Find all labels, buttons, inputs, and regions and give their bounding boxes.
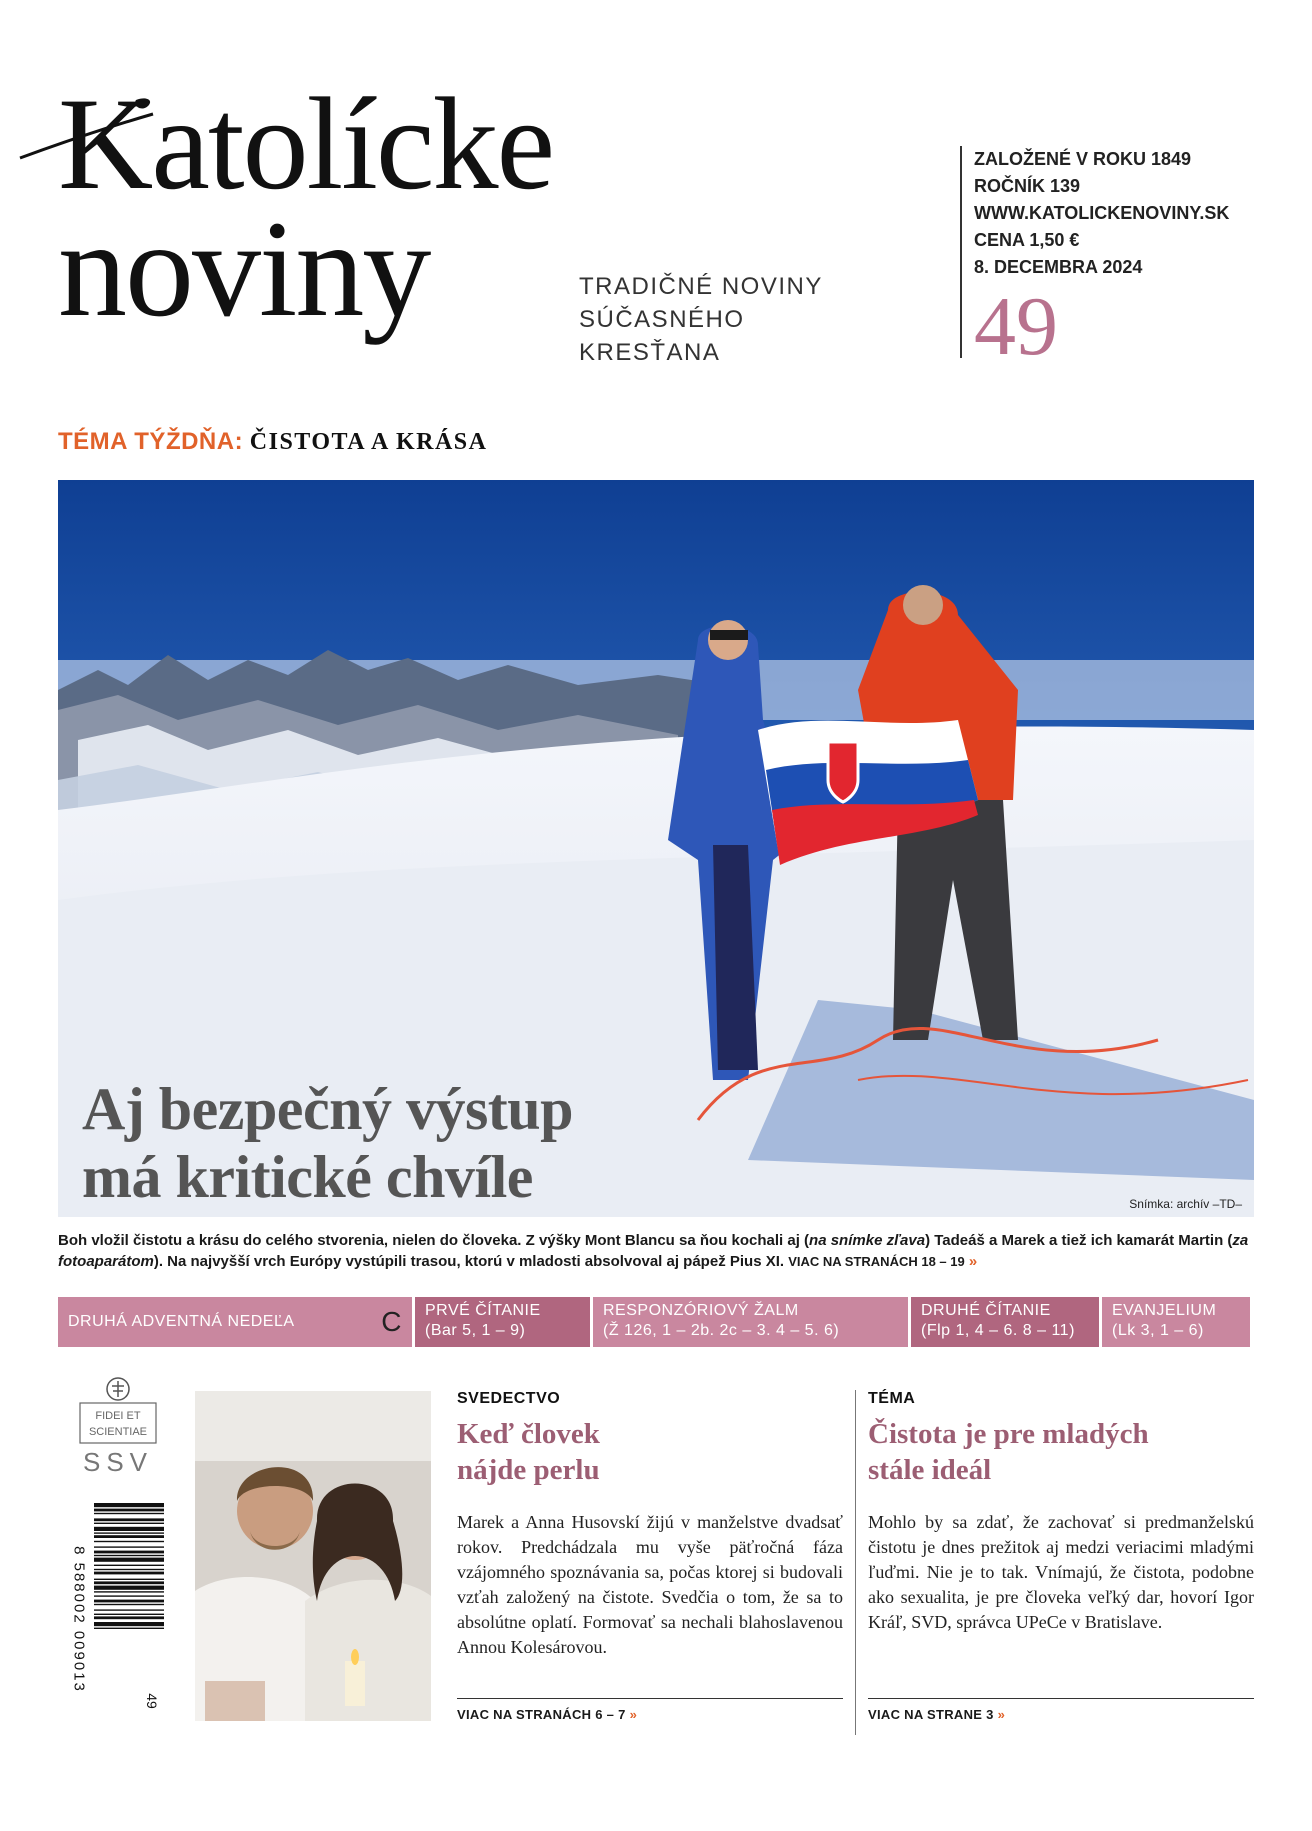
website-link[interactable]: WWW.KATOLICKENOVINY.SK (974, 203, 1230, 223)
couple-photo (195, 1391, 431, 1721)
article-title-line2: nájde perlu (457, 1454, 600, 1486)
psalm-ref: (Ž 126, 1 – 2b. 2c – 3. 4 – 5. 6) (603, 1322, 840, 1339)
liturgy-sunday-label: DRUHÁ ADVENTNÁ NEDEĽA (68, 1313, 295, 1330)
article-testimony[interactable] (457, 1390, 843, 1722)
liturgy-gospel (1102, 1297, 1250, 1347)
tagline-line3: KRESŤANA (579, 339, 721, 366)
barcode-bar (94, 1614, 164, 1615)
barcode-bar (94, 1509, 164, 1512)
gospel-ref: (Lk 3, 1 – 6) (1112, 1322, 1204, 1339)
article-body: Mohlo by sa zdať, že zachovať si predmanželskú čistotu je dnes prežitok aj medzi veriacimi mladými ľuďmi. Nie je to tak. Vnímajú, že čistota, podobne ako sexualita, je pre človeka veľký dar, hovorí Igor Kráľ, SVD, správca UPeCe v Bratislave. (868, 1512, 1254, 1632)
cover-headline (82, 1075, 573, 1211)
cover-caption (58, 1230, 1254, 1272)
barcode-bar (94, 1622, 164, 1626)
article-more-link[interactable] (457, 1698, 843, 1722)
article-title-line1: Čistota je pre mladých (868, 1418, 1149, 1450)
volume-number: ROČNÍK 139 (974, 176, 1081, 196)
article-title-line2: stále ideál (868, 1454, 992, 1486)
caption-italic1: na snímke zľava (809, 1232, 926, 1249)
issue-number: 49 (974, 280, 1058, 373)
article-theme[interactable] (868, 1390, 1254, 1722)
caption-part2: ) Tadeáš a Marek a tiež ich kamarát Martin ( (925, 1232, 1233, 1249)
barcode-bar (94, 1546, 164, 1547)
barcode-bar (94, 1513, 164, 1514)
chevron-right-icon: » (968, 1253, 978, 1270)
founded-year: ZALOŽENÉ V ROKU 1849 (974, 149, 1192, 169)
chevron-right-icon: » (997, 1707, 1006, 1722)
theme-of-week (58, 428, 487, 456)
barcode-bar (94, 1541, 164, 1542)
barcode-bar (94, 1565, 164, 1566)
article-more-text: VIAC NA STRANE 3 (868, 1707, 994, 1722)
article-body: Marek a Anna Husovskí žijú v manželstve dvadsať rokov. Predchádzala mu vyše päťročná fáza vzájomného spoznávania sa, počas ktorej si budovali vzťah založený na čistote. Svedčia o tom, že sa to absolútne oplatí. Formovať sa nechali blahoslavenou Annou Kolesárovou. (457, 1512, 843, 1657)
liturgy-cycle: C (381, 1306, 402, 1337)
issue-info-box (960, 146, 1230, 373)
cover-headline-line1: Aj bezpečný výstup (82, 1076, 574, 1142)
column-divider (855, 1390, 856, 1735)
barcode-bar (94, 1518, 164, 1521)
barcode-bar (94, 1628, 164, 1629)
article-title[interactable] (457, 1416, 843, 1488)
caption-italic2: za fotoaparátom (58, 1232, 1249, 1270)
tagline-line2: SÚČASNÉHO (579, 306, 745, 333)
article-kicker: SVEDECTVO (457, 1390, 561, 1407)
theme-value: ČISTOTA A KRÁSA (249, 429, 488, 455)
barcode-block (70, 1375, 166, 1720)
masthead-title-line1: Katolícke (58, 70, 554, 217)
barcode-bar (94, 1616, 164, 1619)
barcode-bar (94, 1535, 164, 1538)
chevron-right-icon: » (629, 1707, 638, 1722)
barcode-bar (94, 1581, 164, 1584)
barcode-bar (94, 1569, 164, 1570)
barcode-bar (94, 1555, 164, 1556)
cover-headline-line2: má kritické chvíle (82, 1144, 533, 1210)
liturgy-first-reading (415, 1297, 590, 1347)
caption-more-link[interactable]: VIAC NA STRANÁCH 18 – 19 (788, 1254, 965, 1269)
barcode-bar (94, 1579, 164, 1580)
logo-abbr: SSV (82, 1447, 154, 1477)
couple-illustration (195, 1391, 431, 1721)
barcode-bar (94, 1503, 164, 1507)
liturgy-readings-bar (58, 1297, 1254, 1347)
caption-part3: ). Na najvyšší vrch Európy vystúpili trasou, ktorú v mladosti absolvoval aj pápež Pius XI. (153, 1253, 785, 1270)
publisher-logo (70, 1375, 166, 1495)
article-more-link[interactable] (868, 1698, 1254, 1722)
price: CENA 1,50 € (974, 230, 1080, 250)
tagline-line1: TRADIČNÉ NOVINY (579, 273, 823, 300)
barcode-bar (94, 1609, 164, 1610)
psalm-label: RESPONZÓRIOVÝ ŽALM (603, 1302, 799, 1319)
second-reading-label: DRUHÉ ČÍTANIE (921, 1302, 1051, 1319)
masthead-title (58, 70, 554, 345)
barcode-issue-addon: 49 (143, 1693, 160, 1709)
liturgy-sunday (58, 1297, 412, 1347)
barcode-bar (94, 1572, 164, 1575)
liturgy-psalm (593, 1297, 908, 1347)
cover-photo (58, 480, 1254, 1217)
barcode-bar (94, 1595, 164, 1596)
barcode-bar (94, 1604, 164, 1605)
barcode-bar (94, 1558, 164, 1562)
article-more-text: VIAC NA STRANÁCH 6 – 7 (457, 1707, 626, 1722)
logo-text1: FIDEI ET (95, 1410, 141, 1422)
masthead-tagline (579, 270, 823, 369)
masthead-title-line2: noviny (58, 192, 430, 345)
barcode-bar (94, 1532, 164, 1533)
barcode-bar (94, 1523, 164, 1524)
barcode-number: 8 588002 009013 (70, 1546, 88, 1693)
barcode-bar (94, 1527, 164, 1531)
photo-credit: Snímka: archív –TD– (1129, 1197, 1242, 1211)
first-reading-ref: (Bar 5, 1 – 9) (425, 1322, 526, 1339)
article-title-line1: Keď človek (457, 1418, 600, 1450)
barcode-bar (94, 1600, 164, 1603)
second-reading-ref: (Flp 1, 4 – 6. 8 – 11) (921, 1322, 1075, 1339)
article-title[interactable] (868, 1416, 1254, 1488)
gospel-label: EVANJELIUM (1112, 1302, 1217, 1319)
logo-text2: SCIENTIAE (88, 1426, 148, 1438)
article-kicker: TÉMA (868, 1390, 916, 1407)
theme-label: TÉMA TÝŽDŇA: (58, 428, 244, 455)
first-reading-label: PRVÉ ČÍTANIE (425, 1302, 541, 1319)
barcode-bar (94, 1586, 164, 1590)
barcode-bar (94, 1551, 164, 1554)
barcode-bar (94, 1591, 164, 1592)
liturgy-second-reading (911, 1297, 1099, 1347)
issue-date: 8. DECEMBRA 2024 (974, 257, 1143, 277)
caption-part1: Boh vložil čistotu a krásu do celého stvorenia, nielen do človeka. Z výšky Mont Blancu sa ňou kochali aj ( (58, 1232, 810, 1249)
